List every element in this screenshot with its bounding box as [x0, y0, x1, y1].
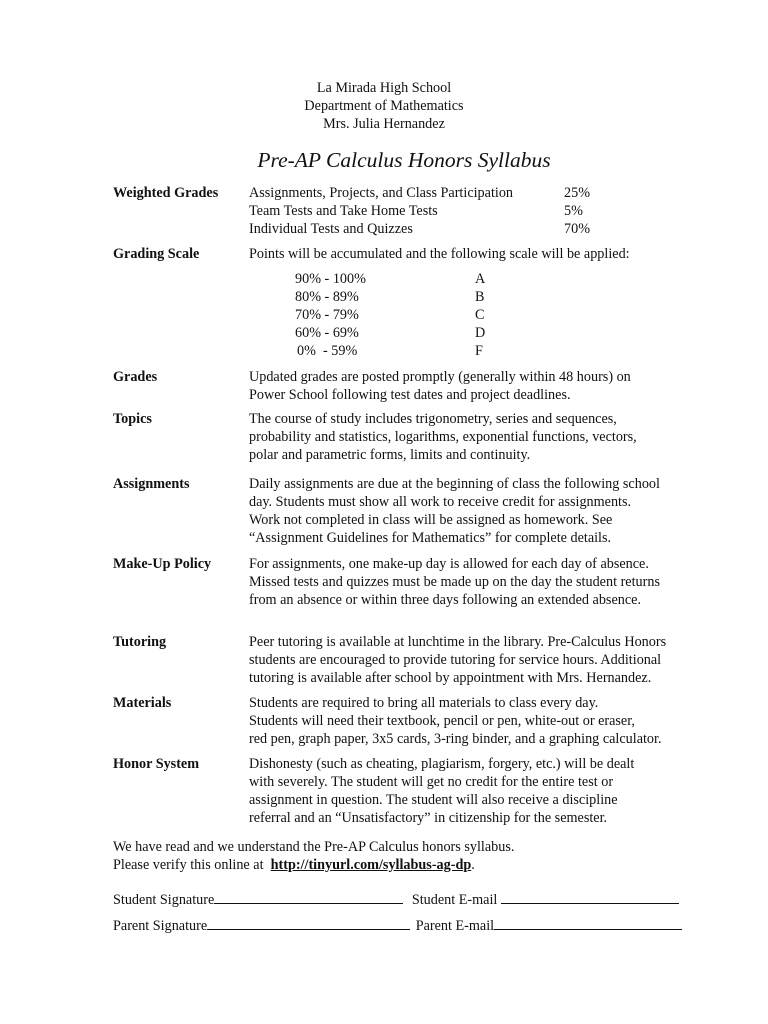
parent-email-field[interactable]	[494, 915, 682, 930]
section-label: Weighted Grades	[113, 185, 219, 201]
body-line: Students are required to bring all materials to class every day.	[249, 695, 599, 711]
scale-range: 0% - 59%	[297, 343, 358, 359]
section-body	[249, 410, 709, 464]
verify-suffix: .	[471, 857, 475, 873]
section-body	[249, 755, 709, 827]
teacher-name: Mrs. Julia Hernandez	[323, 116, 445, 132]
scale-row	[283, 324, 503, 342]
body-line: Peer tutoring is available at lunchtime in the library. Pre-Calculus Honors	[249, 634, 667, 650]
acknowledgement	[113, 838, 514, 874]
scale-letter: A	[475, 271, 486, 287]
body-line: referral and an “Unsatisfactory” in citizenship for the semester.	[249, 810, 608, 826]
student-signature-label: Student Signature	[113, 892, 215, 908]
section-body	[249, 368, 709, 404]
student-signature-field[interactable]	[214, 889, 403, 904]
section-label: Honor System	[113, 756, 200, 772]
verify-line	[113, 856, 514, 874]
section-label: Tutoring	[113, 634, 167, 650]
verify-prefix: Please verify this online at	[113, 857, 264, 873]
weight-description: Individual Tests and Quizzes	[249, 221, 413, 237]
acknowledgement-line: We have read and we understand the Pre-AP Calculus honors syllabus.	[113, 839, 515, 855]
body-line: red pen, graph paper, 3x5 cards, 3-ring binder, and a graphing calculator.	[249, 731, 662, 747]
scale-letter: D	[475, 325, 486, 341]
weight-row	[249, 220, 709, 238]
body-line: Power School following test dates and project deadlines.	[249, 387, 571, 403]
weight-description: Assignments, Projects, and Class Participation	[249, 185, 514, 201]
scale-row	[283, 270, 503, 288]
scale-row	[283, 288, 503, 306]
scale-range: 60% - 69%	[295, 325, 359, 341]
scale-letter: F	[475, 343, 483, 359]
weight-percent: 5%	[564, 203, 583, 219]
school-name: La Mirada High School	[316, 80, 452, 96]
weight-description: Team Tests and Take Home Tests	[249, 203, 438, 219]
scale-range: 70% - 79%	[295, 307, 359, 323]
verify-link[interactable]: http://tinyurl.com/syllabus-ag-dp	[270, 857, 472, 873]
scale-letter: C	[475, 307, 485, 323]
section-body	[249, 694, 709, 748]
parent-signature-field[interactable]	[207, 915, 410, 930]
body-line: with severely. The student will get no credit for the entire test or	[249, 774, 614, 790]
section-body	[249, 245, 709, 263]
student-email-label: Student E-mail	[411, 892, 498, 908]
student-email-field[interactable]	[501, 889, 679, 904]
document-header	[0, 79, 768, 133]
department-name: Department of Mathematics	[304, 98, 464, 114]
parent-signature-label: Parent Signature	[113, 918, 208, 934]
scale-row	[283, 342, 503, 360]
body-line: Updated grades are posted promptly (generally within 48 hours) on	[249, 369, 631, 385]
body-line: polar and parametric forms, limits and continuity.	[249, 447, 531, 463]
grading-scale-table	[283, 270, 503, 360]
scale-letter: B	[475, 289, 485, 305]
section-body	[249, 555, 709, 609]
body-line: For assignments, one make-up day is allowed for each day of absence.	[249, 556, 649, 572]
section-label: Materials	[113, 695, 172, 711]
section-label: Assignments	[113, 476, 190, 492]
body-line: day. Students must show all work to receive credit for assignments.	[249, 494, 632, 510]
weight-percent: 25%	[564, 185, 591, 201]
parent-email-label: Parent E-mail	[415, 918, 495, 934]
section-body	[249, 633, 709, 687]
scale-range: 80% - 89%	[295, 289, 359, 305]
body-line: students are encouraged to provide tutoring for service hours. Additional	[249, 652, 662, 668]
scale-row	[283, 306, 503, 324]
body-line: Students will need their textbook, pencil or pen, white-out or eraser,	[249, 713, 635, 729]
body-line: tutoring is available after school by appointment with Mrs. Hernandez.	[249, 670, 652, 686]
student-signature-row	[113, 889, 679, 909]
section-label: Make-Up Policy	[113, 556, 212, 572]
weight-row	[249, 202, 709, 220]
section-label: Grades	[113, 369, 158, 385]
grading-scale-intro: Points will be accumulated and the following scale will be applied:	[249, 246, 630, 262]
body-line: The course of study includes trigonometry, series and sequences,	[249, 411, 617, 427]
body-line: from an absence or within three days following an extended absence.	[249, 592, 641, 608]
weight-percent: 70%	[564, 221, 591, 237]
weighted-grades-table	[249, 184, 709, 238]
document-title: Pre-AP Calculus Honors Syllabus	[257, 148, 551, 172]
parent-signature-row	[113, 915, 682, 935]
body-line: assignment in question. The student will also receive a discipline	[249, 792, 618, 808]
body-line: Missed tests and quizzes must be made up on the day the student returns	[249, 574, 660, 590]
section-body	[249, 475, 709, 547]
body-line: Daily assignments are due at the beginning of class the following school	[249, 476, 660, 492]
body-line: probability and statistics, logarithms, exponential functions, vectors,	[249, 429, 637, 445]
section-label: Topics	[113, 411, 152, 427]
scale-range: 90% - 100%	[295, 271, 366, 287]
section-label: Grading Scale	[113, 246, 200, 262]
weight-row	[249, 184, 709, 202]
body-line: Dishonesty (such as cheating, plagiarism, forgery, etc.) will be dealt	[249, 756, 635, 772]
body-line: Work not completed in class will be assigned as homework. See	[249, 512, 613, 528]
body-line: “Assignment Guidelines for Mathematics” for complete details.	[249, 530, 612, 546]
